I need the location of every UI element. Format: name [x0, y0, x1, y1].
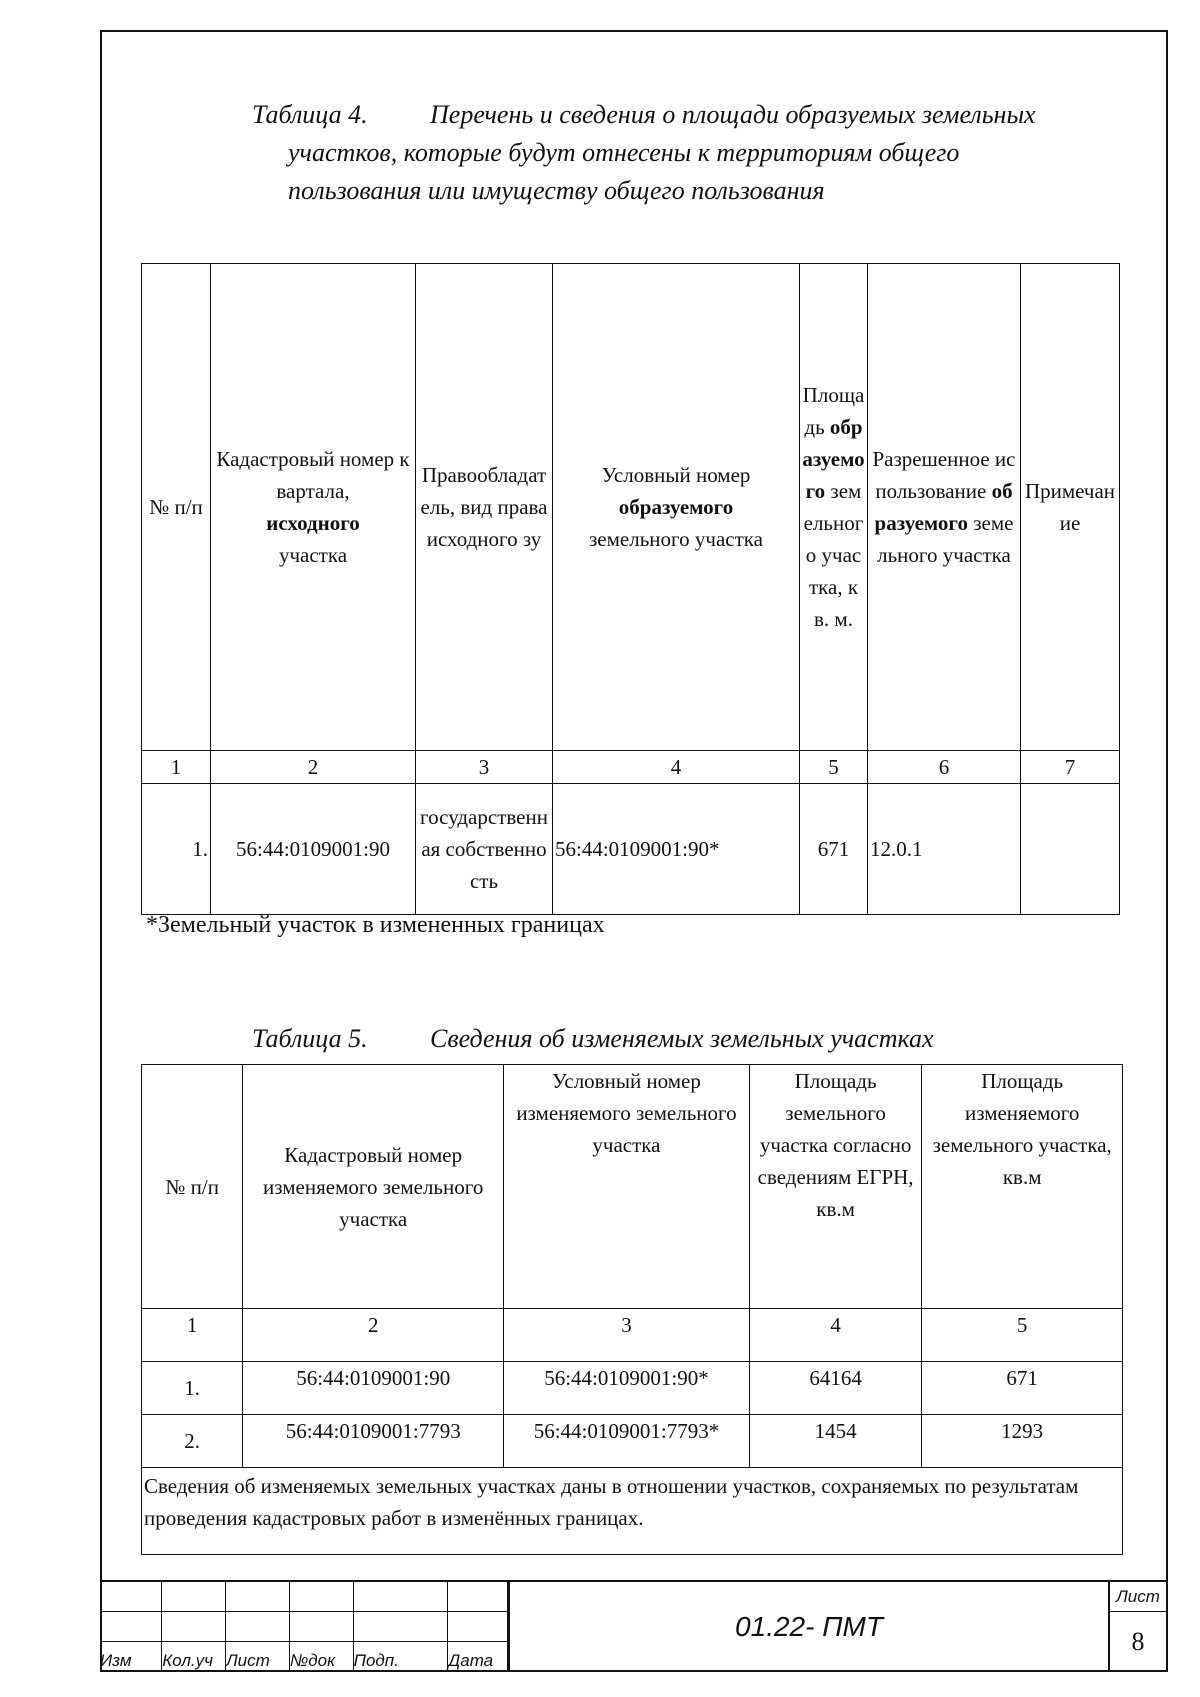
table5-row-conditional: 56:44:0109001:7793*	[504, 1415, 750, 1468]
table-row	[142, 1415, 1123, 1468]
table4-col-number: 5	[800, 751, 868, 784]
table5-header-number: № п/п	[142, 1065, 243, 1309]
table5-col-number: 1	[142, 1309, 243, 1362]
sheet-number: 8	[1131, 1627, 1145, 1656]
table5-header-egrn-area: Площадь земельного участка согласно сведениям ЕГРН, кв.м	[749, 1065, 922, 1309]
table4-header-use-c: земельного участка	[877, 511, 1014, 567]
sheet-box	[1108, 1582, 1166, 1672]
table5-note: Сведения об изменяемых земельных участках даны в отношении участков, сохраняемых по результатам проведения кадастровых работ в изменённых границах.	[142, 1468, 1123, 1555]
revision-grid	[100, 1582, 508, 1672]
table4-caption-line-2: участков, которые будут отнесены к территориям общего	[288, 138, 960, 167]
table5-col-number: 5	[922, 1309, 1123, 1362]
table4-row-cadastral: 56:44:0109001:90	[211, 784, 416, 915]
table4-row-area: 671	[800, 784, 868, 915]
table4-header-area-c: земельного участка, кв. м.	[803, 479, 864, 631]
table4-row-number: 1.	[142, 784, 211, 915]
table5	[141, 1064, 1123, 1555]
table5-number-row	[142, 1309, 1123, 1362]
table5-row-cadastral: 56:44:0109001:7793	[243, 1415, 504, 1468]
table4-col-number: 4	[553, 751, 800, 784]
sheet-label: Лист	[1110, 1582, 1166, 1612]
table4-row-owner: государственная собственность	[416, 784, 553, 915]
table5-row-cadastral: 56:44:0109001:90	[243, 1362, 504, 1415]
table5-col-number: 4	[749, 1309, 922, 1362]
stamp-label-signature: Подп.	[353, 1642, 448, 1672]
table4-header-cadastral-a: Кадастровый номер квартала,	[216, 447, 410, 503]
stamp-label-doc-number: №док	[289, 1642, 353, 1672]
table4-header-number: № п/п	[142, 264, 211, 751]
table4-header-owner: Правообладатель, вид права исходного зу	[416, 264, 553, 751]
table5-caption	[252, 1020, 934, 1058]
table4-header-use-b: образуемого	[874, 479, 1013, 535]
table4-header-use	[868, 264, 1021, 751]
table4-header-conditional	[553, 264, 800, 751]
table-row	[142, 1362, 1123, 1415]
table4-row-note	[1021, 784, 1120, 915]
table5-row-egrn-area: 1454	[749, 1415, 922, 1468]
table4-col-number: 2	[211, 751, 416, 784]
table4-header-row	[142, 264, 1120, 751]
table4-caption-number: Таблица 4.	[252, 100, 368, 129]
table4-header-area	[800, 264, 868, 751]
document-code: 01.22- ПМТ	[508, 1582, 1108, 1672]
table4-header-cadastral	[211, 264, 416, 751]
stamp-label-sheet: Лист	[226, 1642, 290, 1672]
table4-col-number: 3	[416, 751, 553, 784]
table4	[141, 263, 1120, 915]
table5-caption-text: Сведения об изменяемых земельных участках	[430, 1024, 934, 1053]
table4-header-conditional-a: Условный номер	[601, 463, 751, 487]
table5-caption-number: Таблица 5.	[252, 1024, 368, 1053]
table4-row-conditional: 56:44:0109001:90*	[553, 784, 800, 915]
table4-col-number: 7	[1021, 751, 1120, 784]
table5-header-row	[142, 1065, 1123, 1309]
table-row	[142, 784, 1120, 915]
table5-row-number: 1.	[142, 1362, 243, 1415]
table5-row-area: 671	[922, 1362, 1123, 1415]
table5-header-cadastral: Кадастровый номер изменяемого земельного участка	[243, 1065, 504, 1309]
table4-header-use-a: Разрешенное использование	[872, 447, 1016, 503]
table5-row-area: 1293	[922, 1415, 1123, 1468]
stamp-label-count: Кол.уч	[162, 1642, 226, 1672]
table4-footnote: *Земельный участок в измененных границах	[146, 912, 605, 938]
stamp-label-change: Изм	[100, 1642, 162, 1672]
table4-caption	[252, 96, 1036, 134]
table5-col-number: 3	[504, 1309, 750, 1362]
stamp-label-date: Дата	[448, 1642, 508, 1672]
table5-header-area: Площадь изменяемого земельного участка, кв.м	[922, 1065, 1123, 1309]
table4-header-conditional-c: земельного участка	[589, 527, 763, 551]
title-block	[100, 1580, 1168, 1672]
table4-header-cadastral-b: исходного	[266, 511, 360, 535]
table4-col-number: 1	[142, 751, 211, 784]
table5-header-conditional: Условный номер изменяемого земельного участка	[504, 1065, 750, 1309]
table5-col-number: 2	[243, 1309, 504, 1362]
table4-header-note: Примечание	[1021, 264, 1120, 751]
table4-caption-line-1: Перечень и сведения о площади образуемых земельных	[430, 100, 1036, 129]
table5-row-number: 2.	[142, 1415, 243, 1468]
table5-row-conditional: 56:44:0109001:90*	[504, 1362, 750, 1415]
table4-header-conditional-b: образуемого	[618, 495, 734, 519]
table4-col-number: 6	[868, 751, 1021, 784]
table4-row-use: 12.0.1	[868, 784, 1021, 915]
table4-header-area-b: образуемого	[802, 415, 865, 503]
table4-number-row	[142, 751, 1120, 784]
table4-header-area-a: Площадь	[802, 383, 865, 439]
table5-row-egrn-area: 64164	[749, 1362, 922, 1415]
table5-note-row	[142, 1468, 1123, 1555]
table4-header-cadastral-c: участка	[278, 543, 348, 567]
table4-caption-line-3: пользования или имуществу общего пользования	[288, 176, 825, 205]
